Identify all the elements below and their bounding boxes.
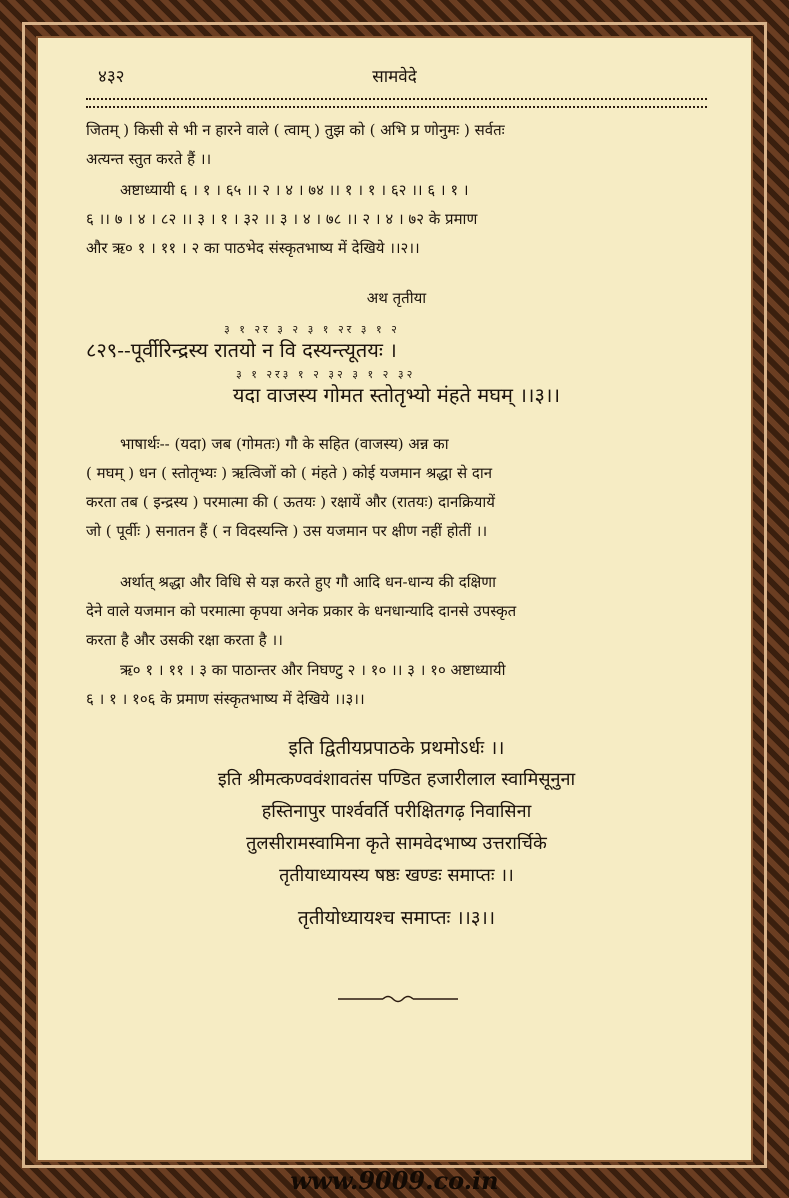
ref-line: ऋ० १ । ११ । ३ का पाठान्तर और निघण्टु २ । १० ।। ३ । १० अष्टाध्यायी [120,661,506,679]
section-heading-text: अथ तृतीया [366,289,427,307]
para-line: अर्थात् श्रद्धा और विधि से यज्ञ करते हुए गौ आदि धन-धान्य की दक्षिणा [120,573,497,591]
reference-para [86,176,707,263]
meaning-para [86,568,707,655]
ref-line: ६ । १ । १०६ के प्रमाण संस्कृतभाष्य में देखिये ।।३।। [86,690,365,708]
colophon-line: तृतीयाध्यायस्य षष्ठः खण्डः समाप्तः ।। [279,865,514,886]
ref-line: अष्टाध्यायी ६ । १ । ६५ ।। २ । ४ । ७४ ।। १ । १ । ६२ ।। ६ । १ । [120,181,469,199]
para-line: भाषार्थः-- (यदा) जब (गोमतः) गौ के सहित (वाजस्य) अन्न का [120,435,449,453]
accent-marks: ३ १ २र३ १ २ ३२ ३ १ २ ३२ [236,368,416,381]
para-line: देने वाले यजमान को परमात्मा कृपया अनेक प्रकार के धनधान्यादि दानसे उपस्कृत [86,602,517,620]
para-continued [86,116,707,174]
section-heading [86,284,707,313]
mantra-line: यदा वाजस्य गोमत स्तोतृभ्यो मंहते मघम् ।।३।। [232,383,561,407]
colophon-line: तुलसीरामस्वामिना कृते सामवेदभाष्य उत्तरार्चिके [246,833,547,854]
ref-line: ६ ।। ७ । ४ । ८२ ।। ३ । १ । ३२ ।। ३ । ४ । ७८ ।। २ । ४ । ७२ के प्रमाण [86,210,478,228]
website-footer: www.9009.co.in [290,1166,499,1195]
colophon-line: इति श्रीमत्कण्ववंशावतंस पण्डित हजारीलाल स्वामिसूनुना [217,769,576,790]
para-line: ( मघम् ) धन ( स्तोतृभ्यः ) ऋत्विजों को ( मंहते ) कोई यजमान श्रद्धा से दान [86,464,493,482]
header-rule [86,98,707,108]
ornament-divider [338,993,458,1005]
colophon-line: हस्तिनापुर पार्श्ववर्ति परीक्षितगढ़ निवासिना [261,801,532,822]
para-line: जो ( पूर्वीः ) सनातन हैं ( न विदस्यन्ति ) उस यजमान पर क्षीण नहीं होतीं ।। [86,522,488,540]
mantra-line: ८२९--पूर्वीरिन्द्रस्य रातयो न वि दस्यन्त्यूतयः । [86,338,397,362]
page-number: ४३२ [98,67,125,87]
page-title: सामवेदे [372,67,417,87]
chapter-end-line: तृतीयोध्यायश्च समाप्तः ।।३।। [297,907,496,929]
mantra-block [86,324,707,410]
book-page [36,36,753,1162]
ref-line: और ऋ० १ । ११ । २ का पाठभेद संस्कृतभाष्य में देखिये ।।२।। [86,239,420,257]
colophon [86,732,707,934]
colophon-line: इति द्वितीयप्रपाठके प्रथमोऽर्धः ।। [288,737,505,759]
para-line: करता है और उसकी रक्षा करता है ।। [86,631,283,649]
bhashartha-para [86,430,707,546]
page-header [98,58,691,88]
accent-marks: ३ १ २र ३ २ ३ १ २र ३ १ २ [224,323,400,336]
para-line: जितम् ) किसी से भी न हारने वाले ( त्वाम् ) तुझ को ( अभि प्र णोनुमः ) सर्वतः [86,121,505,139]
para-line: अत्यन्त स्तुत करते हैं ।। [86,150,212,168]
para-line: करता तब ( इन्द्रस्य ) परमात्मा की ( ऊतयः ) रक्षायें और (रातयः) दानक्रियायें [86,493,495,511]
reference-para [86,656,707,714]
